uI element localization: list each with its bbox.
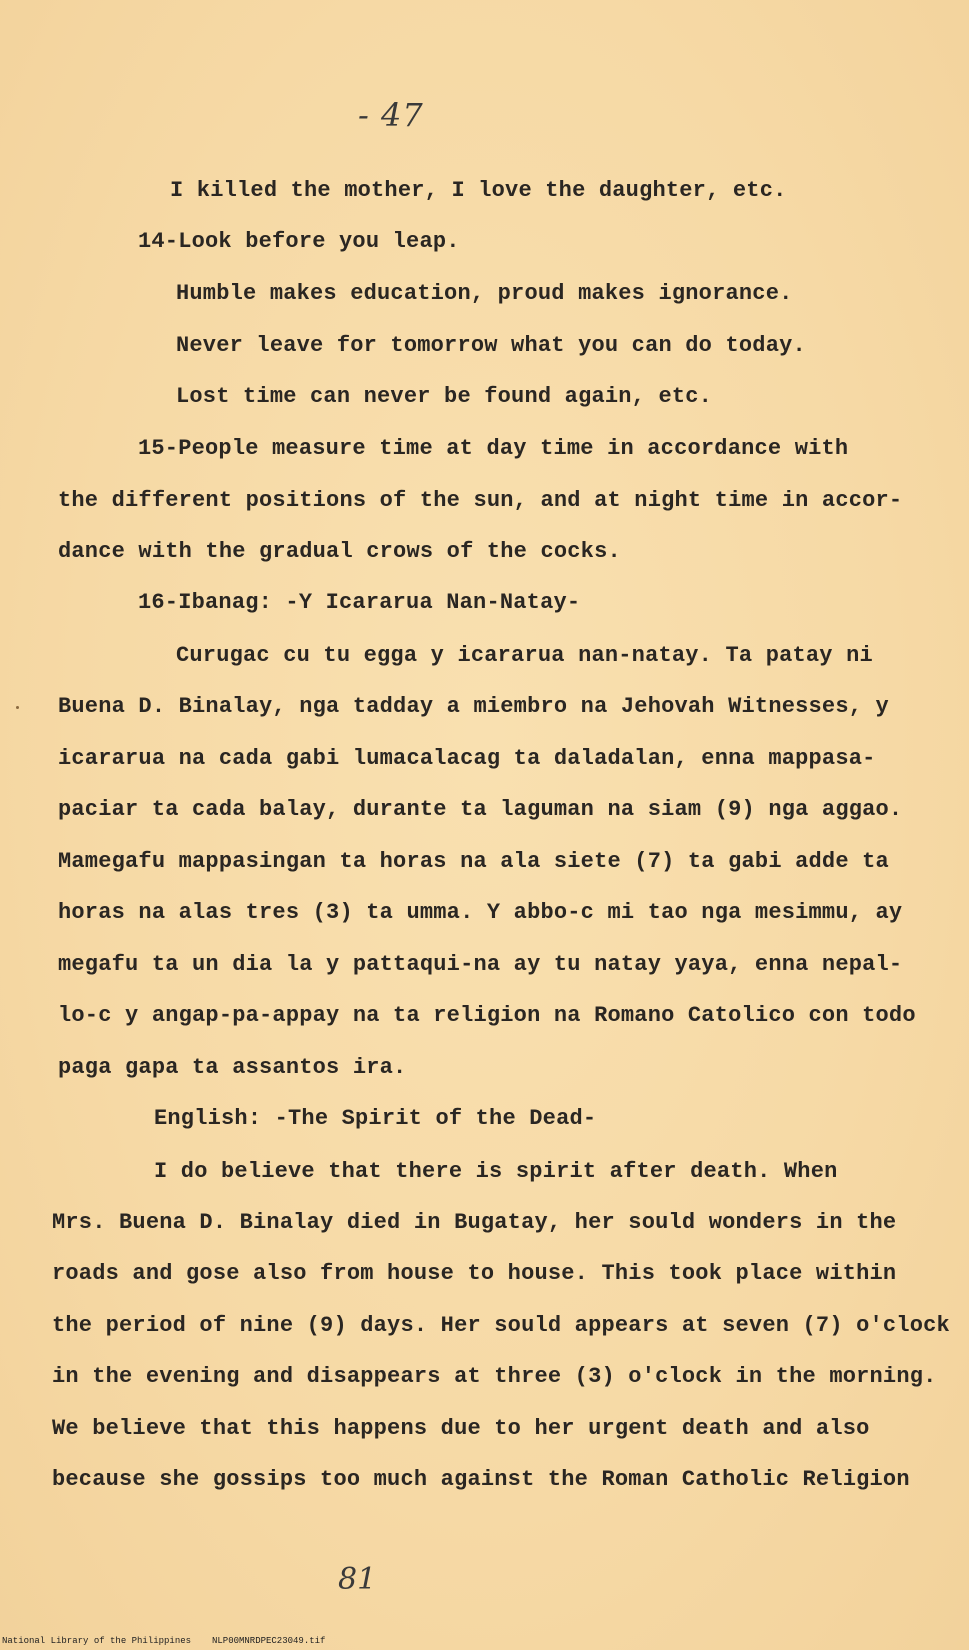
text-line: We believe that this happens due to her urgent death and also [52, 1416, 870, 1441]
text-line: Curugac cu tu egga y icararua nan-natay. Ta patay ni [176, 643, 873, 668]
text-line: Buena D. Binalay, nga tadday a miembro na Jehovah Witnesses, y [58, 694, 889, 719]
text-line: Mrs. Buena D. Binalay died in Bugatay, her sould wonders in the [52, 1210, 897, 1235]
text-line: Lost time can never be found again, etc. [176, 384, 713, 409]
section-heading: English: -The Spirit of the Dead- [154, 1106, 597, 1131]
text-line: Mamegafu mappasingan ta horas na ala siete (7) ta gabi adde ta [58, 849, 889, 874]
text-line: I killed the mother, I love the daughter, etc. [170, 178, 787, 203]
text-line: lo-c y angap-pa-appay na ta religion na Romano Catolico con todo [58, 1003, 916, 1028]
footer-library-name: National Library of the Philippines [2, 1636, 192, 1646]
text-line: 15-People measure time at day time in accordance with [138, 436, 849, 461]
text-line: dance with the gradual crows of the cocks. [58, 539, 621, 564]
text-line: icararua na cada gabi lumacalacag ta daladalan, enna mappasa- [58, 746, 876, 771]
paper-speck [16, 706, 19, 709]
text-line: paga gapa ta assantos ira. [58, 1055, 407, 1080]
text-line: roads and gose also from house to house. This took place within [52, 1261, 897, 1286]
text-line: horas na alas tres (3) ta umma. Y abbo-c mi tao nga mesimmu, ay [58, 900, 903, 925]
section-heading: 16-Ibanag: -Y Icararua Nan-Natay- [138, 590, 581, 615]
text-line: megafu ta un dia la y pattaqui-na ay tu natay yaya, enna nepal- [58, 952, 903, 977]
text-line: I do believe that there is spirit after death. When [154, 1159, 838, 1184]
text-line: the period of nine (9) days. Her sould appears at seven (7) o'clock [52, 1313, 950, 1338]
text-line: Never leave for tomorrow what you can do today. [176, 333, 806, 358]
folio-number: 81 [338, 1562, 377, 1597]
footer-file-name: NLP00MNRDPEC23049.tif [212, 1636, 326, 1646]
page-number: - 47 [358, 96, 424, 134]
text-line: the different positions of the sun, and at night time in accor- [58, 488, 903, 513]
text-line: Humble makes education, proud makes ignorance. [176, 281, 793, 306]
text-line: paciar ta cada balay, durante ta laguman na siam (9) nga aggao. [58, 797, 903, 822]
text-line: because she gossips too much against the Roman Catholic Religion [52, 1467, 910, 1492]
text-line: 14-Look before you leap. [138, 229, 460, 254]
text-line: in the evening and disappears at three (3) o'clock in the morning. [52, 1364, 937, 1389]
